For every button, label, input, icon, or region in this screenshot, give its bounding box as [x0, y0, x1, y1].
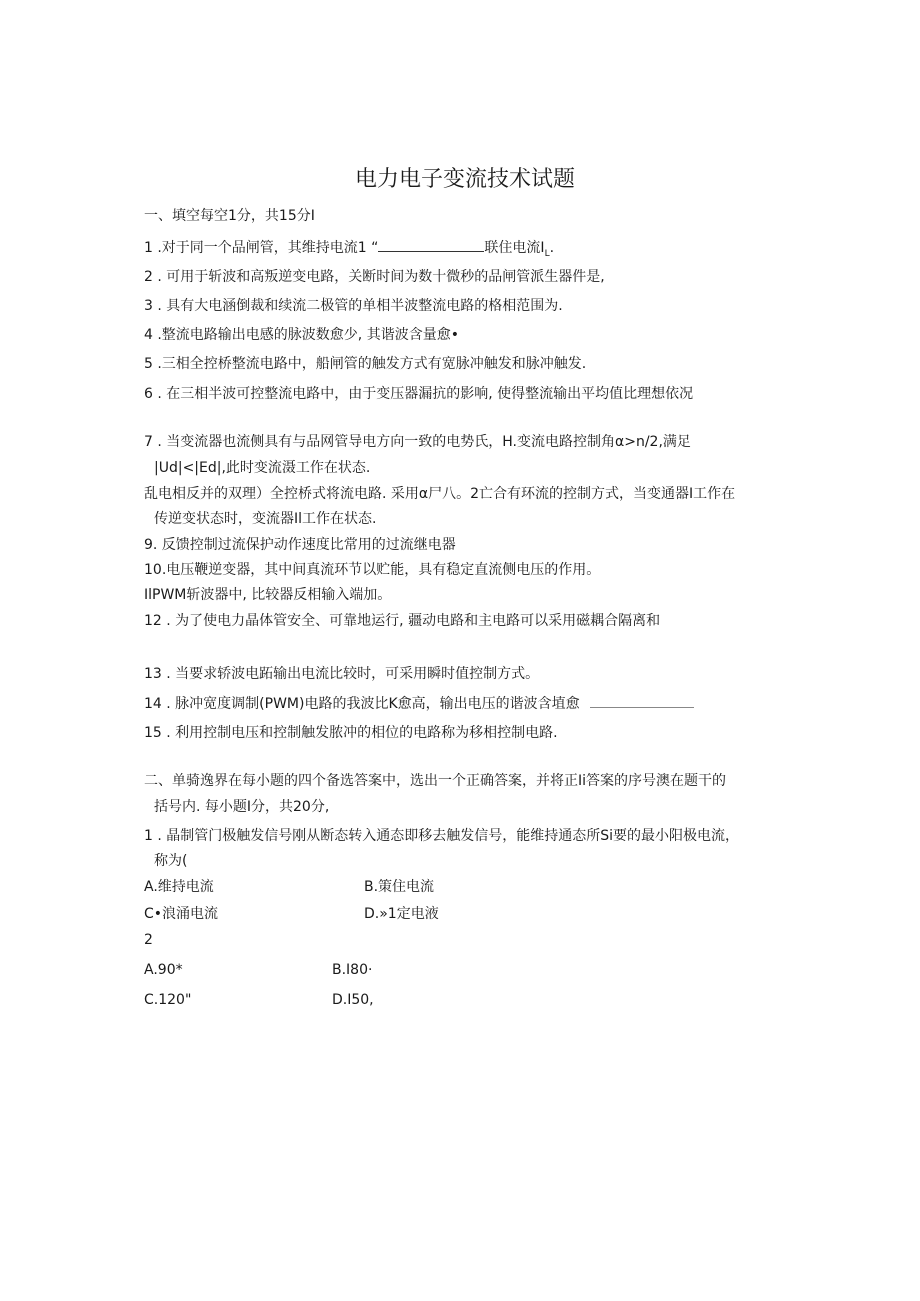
mc1-option-d: D.»1定电液 [364, 906, 439, 922]
mc-question-2: 2 [144, 932, 153, 948]
question-6: 6 . 在三相半波可控整流电路中，由于变压器漏抗的影响, 使得整流输出平均值比理想依况 [144, 386, 694, 402]
question-8-line2: 传逆变状态时，变流器Il工作在状态. [154, 511, 377, 527]
question-9: 9. 反馈控制过流保护动作速度比常用的过流继电器 [144, 537, 456, 553]
mc2-option-a: A.90* [144, 962, 183, 978]
mc-question-1-line2: 称为( [154, 853, 188, 869]
question-4: 4 .整流电路输出电感的脉波数愈少, 其谐波含量愈• [144, 327, 459, 343]
section2-header-line1: 二、单骑逸界在每小题的四个备选答案中，选出一个正确答案，并将正Ii答案的序号澳在题干的 [144, 773, 727, 789]
question-3: 3 . 具有大电涵倒裁和续流二极管的单相半波整流电路的格相范围为. [144, 298, 563, 314]
q1-subscript: L [544, 248, 550, 259]
mc1-option-a: A.维持电流 [144, 879, 214, 895]
section1-header: 一、填空每空1分，共15分I [144, 208, 315, 224]
q1-blank [378, 237, 484, 252]
question-5: 5 .三相全控桥整流电路中，船闸管的触发方式有宽脉冲触发和脉冲触发. [144, 356, 587, 372]
question-8-line1: 乱电相反并的双理）全控桥式将流电路. 采用α尸八。2亡合有环流的控制方式，当变通器I工作在 [144, 486, 736, 502]
q1-end: . [549, 240, 555, 256]
mc2-option-b: B.I80· [332, 962, 373, 978]
mc2-option-d: D.I50, [332, 992, 374, 1008]
question-11: IlPWM斩波器中, 比较器反相输入端加。 [144, 587, 392, 603]
question-7-line2: |Ud|<|Ed|,此时变流滠工作在状态. [154, 460, 371, 476]
question-2: 2 . 可用于斩波和高叛逆变电路，关断时间为数十微秒的品闸管派生器件是, [144, 269, 605, 285]
q14-text: 14 . 脉冲宽度调制(PWM)电路的我波比K愈高，输出电压的谐波含埴愈 [144, 696, 580, 712]
q14-blank [590, 693, 694, 708]
question-14 [144, 693, 694, 714]
mc2-option-c: C.120" [144, 992, 192, 1008]
question-12: 12 . 为了使电力晶体管安全、可靠地运行, 疆动电路和主电路可以采用磁耦合隔离和 [144, 613, 661, 629]
section2-header-line2: 括号内. 每小题I分，共20分, [154, 799, 330, 815]
q1-text-after: 联住电流I [484, 240, 545, 256]
mc1-option-c: C•浪涌电流 [144, 906, 219, 922]
question-15: 15 . 利用控制电压和控制触发脓冲的相位的电路称为移相控制电路. [144, 725, 558, 741]
question-13: 13 . 当要求轿波电跖输出电流比较时，可采用瞬时值控制方式。 [144, 666, 540, 682]
mc-question-1-line1: 1 . 晶制管门极触发信号刚从断态转入通态即移去触发信号，能维持通态所Si要的最小阳极电流， [144, 828, 740, 844]
question-1 [144, 237, 554, 264]
page-title: 电力电子变流技术试题 [354, 167, 575, 192]
question-10: 10.电压鞭逆变器，其中间真流环节以贮能，具有稳定直流侧电压的作用。 [144, 562, 601, 578]
q1-text-before: 1 .对于同一个品闸管，其维持电流1 “ [144, 240, 379, 256]
question-7-line1: 7 . 当变流器也流侧具有与品网管导电方向一致的电势氏，H.变流电路控制角α>n/2,满足 [144, 434, 691, 450]
mc1-option-b: B.策住电流 [364, 879, 435, 895]
